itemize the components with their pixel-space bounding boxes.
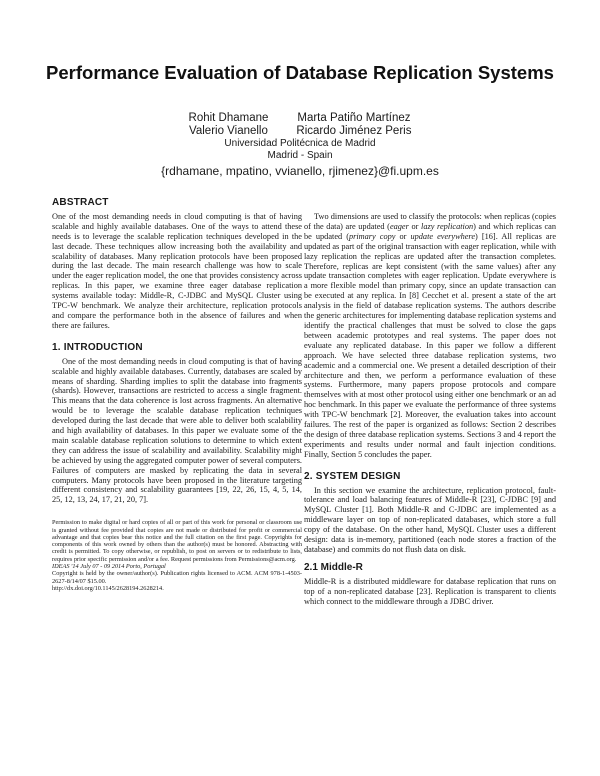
author-emails: {rdhamane, mpatino, vvianello, rjimenez}@fi.upm.es [161,164,439,178]
middle-r-heading: 2.1 Middle-R [304,561,363,573]
system-design-heading: 2. SYSTEM DESIGN [304,470,401,482]
doi-link[interactable]: http://dx.doi.org/10.1145/2628194.2628214. [52,584,164,592]
copyright-text: Copyright is held by the owner/author(s). Publication rights licensed to ACM. ACM 978-1-4503-2627-8/14/07 $15.00. [52,570,302,585]
abstract-heading: ABSTRACT [52,197,109,208]
author-name: Rohit Dhamane [188,112,269,124]
left-column [52,198,302,592]
system-design-text: In this section we examine the architecture, replication protocol, fault-tolerance and load balancing features of Middle-R [23], C-JDBC [9] and MySQL Cluster [1]. Both Middle-R and C-JDBC are implemented as a middleware layer on top of non-replicated databases, which store a full copy of the database. On the other hand, MySQL Cluster uses a different design: data is in-memory, partitioned (each node stores a fraction of the database) and commits do not flush data on disk. [304,485,556,554]
author-name: Valerio Vianello [189,125,268,137]
middle-r-text: Middle-R is a distributed middleware for database replication that runs on top of a non-replicated database [23]. Replication is transparent to clients which connect to the middleware through a JDBC driver. [304,576,556,606]
permission-footnote [52,519,302,592]
author-column-left [189,112,269,138]
paper-title: Performance Evaluation of Database Replication Systems [46,62,554,83]
introduction-heading: 1. INTRODUCTION [52,341,143,353]
classification-paragraph: Two dimensions are used to classify the protocols: when replicas (copies of the data) are updated (eager or lazy replication) and which replicas can be updated (primary copy or update everywhere) [16]. All replicas are updated as part of the original transaction with eager replication, while with lazy replication the replicas are updated after the transaction completes. Therefore, replicas are kept consistent (with the same values) after any update transaction completes with eager replication. Update everywhere is a more flexible model than primary copy, since an update transaction can be executed at any replica. In [8] Cecchet et al. present a state of the art analysis in the field of database replication systems. The authors describe the generic architectures for implementing database replication systems and identify the practical challenges that must be solved to close the gaps between academic prototypes and real systems. The paper does not evaluate any replicated database. In this paper we follow a different approach. We have selected three database replication systems, two academic and a commercial one. We present a detailed description of their architecture and then, we perform a performance evaluation of these systems. Furthermore, many papers propose protocols and compare themselves with at most other protocol using either one benchmark or an ad hoc benchmark. In this paper we evaluate the performance of three systems with TPC-W benchmark [2]. Moreover, the evaluation takes into account failures. The rest of the paper is organized as follows: Section 2 describes the design of three database replication systems. Sections 3 and 4 report the experiments and results under normal and fault injection conditions. Finally, Section 5 concludes the paper. [304,212,557,459]
right-column [304,212,556,607]
author-name: Marta Patiño Martínez [297,112,411,124]
introduction-text: One of the most demanding needs in cloud computing is that of having scalable and highly available databases. Currently, databases are scaled by means of sharding. Sharding implies to split the database into fragments (shards). However, transactions are restricted to access a single fragment. This means that the data coherence is lost across fragments. An alternative would be to leverage the scalable database replication techniques developed during the last decade that were able to deliver both scalability and high availability of databases. In this paper we evaluate some of the main scalable database replication solutions to determine to which extent they can address the issue of scalability and availability. Scalability might be achieved by using the aggregated computer power of several computers. Failures of computers are masked by replicating the data in several computers. Many protocols have been proposed in the literature targeting different consistency and scalability guarantees [19, 22, 26, 15, 4, 5, 14, 25, 12, 13, 24, 17, 21, 20, 7]. [52,356,302,505]
location: Madrid - Spain [267,150,333,161]
permission-text: Permission to make digital or hard copies of all or part of this work for personal or classroom use is granted without fee provided that copies are not made or distributed for profit or commercial advantage and that copies bear this notice and the full citation on the first page. Copyrights for components of this work owned by others than the author(s) must be honored. Abstracting with credit is permitted. To copy otherwise, or republish, to post on servers or to redistribute to lists, requires prior specific permission and/or a fee. Request permissions from Permissions@acm.org. [52,519,302,563]
author-name: Ricardo Jiménez Peris [296,125,412,137]
author-block [0,112,600,178]
abstract-text: One of the most demanding needs in cloud computing is that of having scalable and highly available databases. One of the ways to attend these needs is to leverage the scalable replication techniques developed in the last decade. These techniques allow increasing both the availability and scalability of databases. Many replication protocols have been proposed during the last decade. The main research challenge was how to scale under the eager replication model, the one that provides consistency across replicas. In this paper, we examine three eager database replication systems available today: Middle-R, C-JDBC and MySQL Cluster using TPC-W benchmark. We analyze their architecture, replication protocols and compare the performance both in the absence of failures and when there are failures. [52,211,302,330]
affiliation: Universidad Politécnica de Madrid [224,138,376,149]
venue-text: IDEAS '14 July 07 - 09 2014 Porto, Portugal [52,563,166,571]
author-column-right [296,112,411,138]
